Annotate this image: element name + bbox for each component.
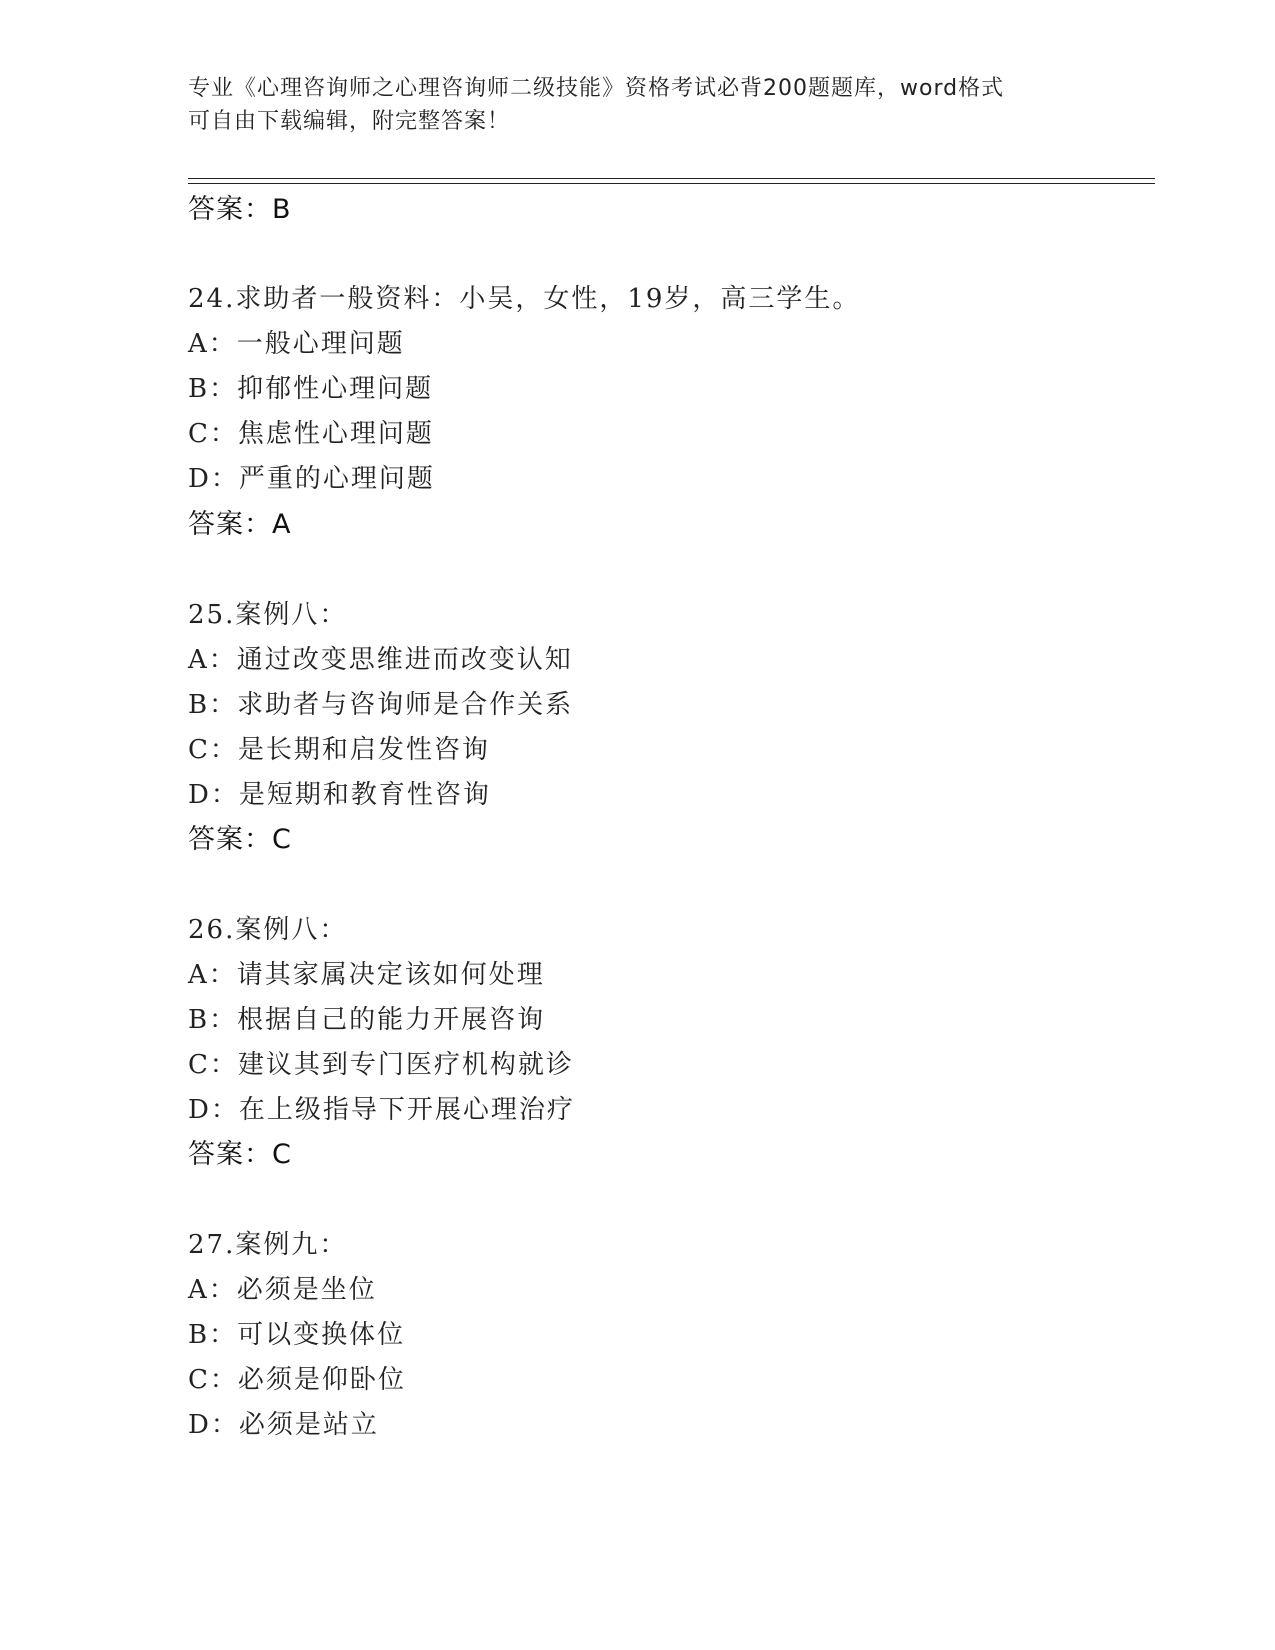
page-header xyxy=(188,72,1068,138)
answer-25: 答案：C xyxy=(188,824,292,855)
question-27-option-b: B：可以变换体位 xyxy=(188,1320,406,1350)
question-24-option-d: D：严重的心理问题 xyxy=(188,464,435,494)
question-24-option-a: A：一般心理问题 xyxy=(188,329,405,359)
question-27-option-d: D：必须是站立 xyxy=(188,1410,379,1440)
question-26-option-b: B：根据自己的能力开展咨询 xyxy=(188,1005,546,1035)
question-26-option-d: D：在上级指导下开展心理治疗 xyxy=(188,1095,575,1125)
header-line-1: 专业《心理咨询师之心理咨询师二级技能》资格考试必背200题题库，word格式 xyxy=(188,76,1005,101)
question-25-stem: 25.案例八： xyxy=(188,600,348,630)
answer-24: 答案：A xyxy=(188,509,292,540)
question-25-option-c: C：是长期和启发性咨询 xyxy=(188,735,490,765)
question-25-option-b: B：求助者与咨询师是合作关系 xyxy=(188,690,574,720)
question-26-option-c: C：建议其到专门医疗机构就诊 xyxy=(188,1050,574,1080)
header-line-2: 可自由下载编辑，附完整答案！ xyxy=(188,109,511,134)
question-25-option-a: A：通过改变思维进而改变认知 xyxy=(188,645,573,675)
question-27-stem: 27.案例九： xyxy=(188,1230,348,1260)
answer-23: 答案：B xyxy=(188,194,292,225)
question-26-stem: 26.案例八： xyxy=(188,915,348,945)
question-26-option-a: A：请其家属决定该如何处理 xyxy=(188,960,545,990)
header-rule-bottom xyxy=(188,183,1155,184)
question-24-stem: 24.求助者一般资料：小吴，女性，19岁，高三学生。 xyxy=(188,284,861,314)
question-25-option-d: D：是短期和教育性咨询 xyxy=(188,780,491,810)
question-24-option-c: C：焦虑性心理问题 xyxy=(188,419,434,449)
question-24-option-b: B：抑郁性心理问题 xyxy=(188,374,434,404)
answer-26: 答案：C xyxy=(188,1139,292,1170)
question-27-option-c: C：必须是仰卧位 xyxy=(188,1365,406,1395)
question-27-option-a: A：必须是坐位 xyxy=(188,1275,377,1305)
header-rule-top xyxy=(188,178,1155,179)
